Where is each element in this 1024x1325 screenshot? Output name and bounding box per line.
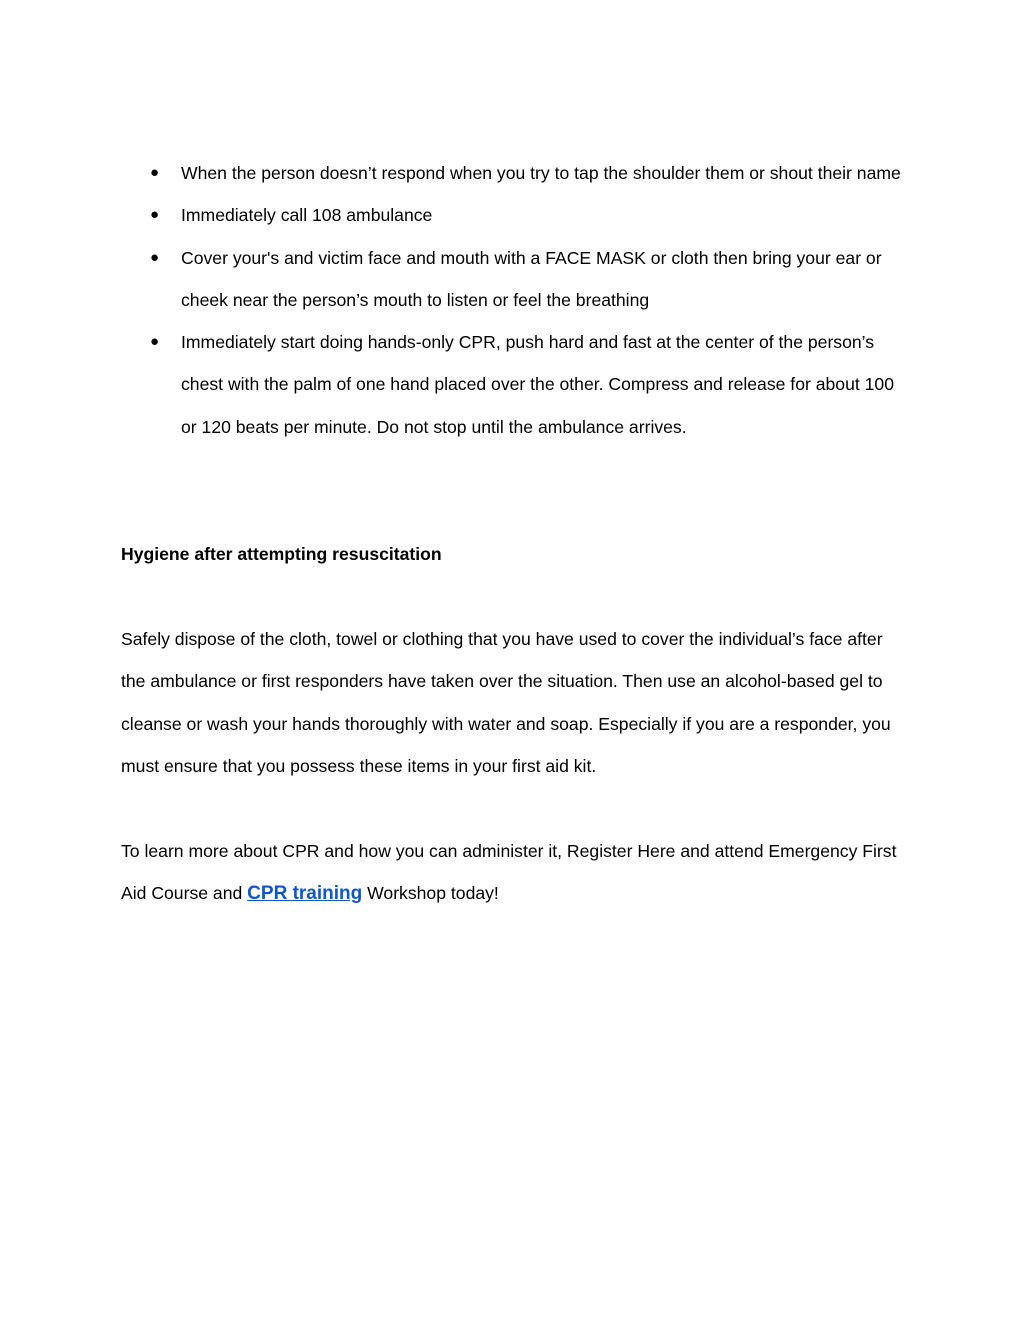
list-item-text: When the person doesn’t respond when you try to tap the shoulder them or shout their name bbox=[181, 163, 901, 183]
section-heading: Hygiene after attempting resuscitation bbox=[121, 544, 442, 564]
cpr-steps-list bbox=[150, 152, 910, 448]
bullet-icon: ● bbox=[150, 206, 160, 224]
list-item-text: Cover your's and victim face and mouth with a FACE MASK or cloth then bring your ear or cheek near the person’s mouth to listen or feel the breathing bbox=[181, 247, 882, 310]
cpr-training-link[interactable]: CPR training bbox=[247, 883, 363, 905]
list-item bbox=[150, 152, 910, 194]
learn-more-paragraph bbox=[121, 830, 911, 916]
list-item bbox=[150, 237, 910, 322]
list-item-text: Immediately call 108 ambulance bbox=[181, 205, 433, 226]
learn-more-text: To learn more about CPR and how you can administer it, Register Here and attend Emergency First Aid Course and bbox=[121, 841, 897, 904]
list-item bbox=[150, 321, 910, 448]
list-item bbox=[150, 194, 910, 236]
learn-more-tail: Workshop today! bbox=[362, 883, 499, 904]
bullet-icon: ● bbox=[150, 333, 160, 351]
list-item-text: Immediately start doing hands-only CPR, push hard and fast at the center of the person’s chest with the palm of one hand placed over the other. Compress and release for about 100 or 120 beats per minute. Do not stop until the ambulance arrives. bbox=[181, 332, 894, 437]
bullet-icon: ● bbox=[150, 248, 160, 266]
bullet-icon: ● bbox=[150, 164, 160, 181]
hygiene-paragraph: Safely dispose of the cloth, towel or clothing that you have used to cover the individual’s face after the ambulance or first responders have taken over the situation. Then use an alcohol-based gel to cleanse or wash your hands thoroughly with water and soap. Especially if you are a responder, you must ensure that you possess these items in your first aid kit. bbox=[121, 629, 891, 776]
